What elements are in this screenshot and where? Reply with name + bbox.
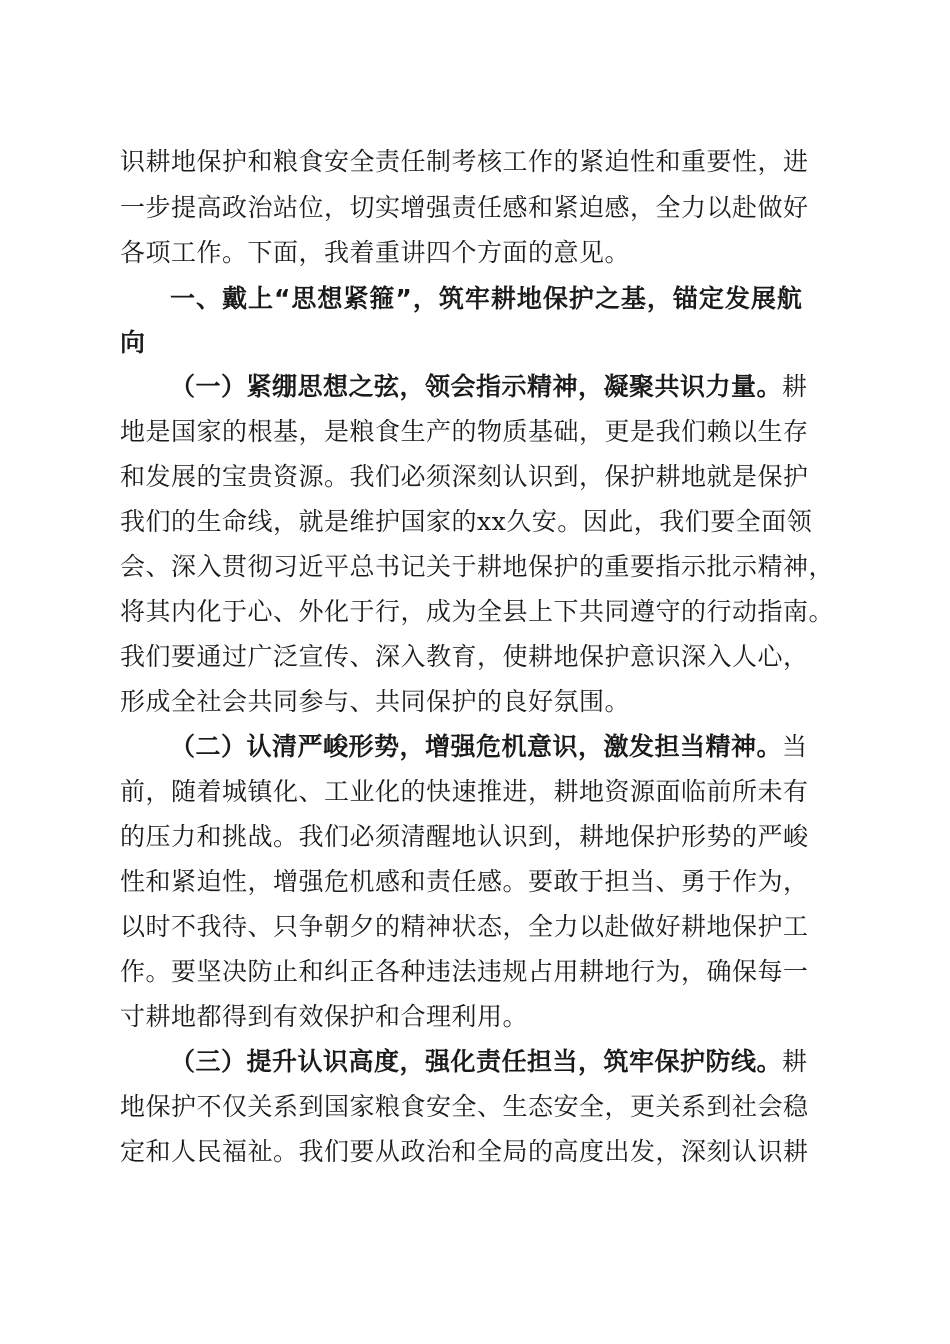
para2-line: 前，随着城镇化、工业化的快速推进，耕地资源面临前所未有 [120, 777, 809, 806]
para1-line: 会、深入贯彻习近平总书记关于耕地保护的重要指示批示精神， [120, 552, 835, 581]
para1-first-line [170, 371, 808, 403]
para1-line: 和发展的宝贵资源。我们必须深刻认识到，保护耕地就是保护 [120, 462, 809, 491]
para2-line: 的压力和挑战。我们必须清醒地认识到，耕地保护形势的严峻 [120, 822, 809, 851]
para1-line: 地是国家的根基，是粮食生产的物质基础，更是我们赖以生存 [120, 417, 809, 446]
para3-first-line-rest: 耕 [782, 1047, 808, 1076]
intro-line-1: 识耕地保护和粮食安全责任制考核工作的紧迫性和重要性，进 [120, 147, 809, 176]
para1-line: 形成全社会共同参与、共同保护的良好氛围。 [120, 687, 631, 716]
para2-line: 寸耕地都得到有效保护和合理利用。 [120, 1002, 529, 1031]
intro-line-2: 一步提高政治站位，切实增强责任感和紧迫感，全力以赴做好 [120, 193, 809, 222]
para2-first-line [170, 731, 808, 763]
para1-line: 我们的生命线，就是维护国家的xx久安。因此，我们要全面领 [120, 507, 813, 536]
para3-line: 地保护不仅关系到国家粮食安全、生态安全，更关系到社会稳 [120, 1092, 809, 1121]
para3-line: 定和人民福祉。我们要从政治和全局的高度出发，深刻认识耕 [120, 1137, 809, 1166]
para1-first-line-rest: 耕 [782, 372, 808, 401]
intro-line-3: 各项工作。下面，我着重讲四个方面的意见。 [120, 238, 631, 267]
section-heading-line-2: 向 [120, 328, 147, 357]
para3-subheading: （三）提升认识高度，强化责任担当，筑牢保护防线。 [170, 1047, 783, 1076]
section-heading-line-1: 一、戴上“思想紧箍”，筑牢耕地保护之基，锚定发展航 [170, 284, 803, 313]
para2-line: 以时不我待、只争朝夕的精神状态，全力以赴做好耕地保护工 [120, 912, 809, 941]
para1-subheading: （一）紧绷思想之弦，领会指示精神，凝聚共识力量。 [170, 372, 783, 401]
para1-line: 将其内化于心、外化于行，成为全县上下共同遵守的行动指南。 [120, 597, 835, 626]
para3-first-line [170, 1046, 808, 1078]
para2-line: 性和紧迫性，增强危机感和责任感。要敢于担当、勇于作为， [120, 867, 809, 896]
para2-first-line-rest: 当 [782, 732, 808, 761]
para1-line: 我们要通过广泛宣传、深入教育，使耕地保护意识深入人心， [120, 642, 809, 671]
para2-line: 作。要坚决防止和纠正各种违法违规占用耕地行为，确保每一 [120, 957, 809, 986]
para2-subheading: （二）认清严峻形势，增强危机意识，激发担当精神。 [170, 732, 783, 761]
